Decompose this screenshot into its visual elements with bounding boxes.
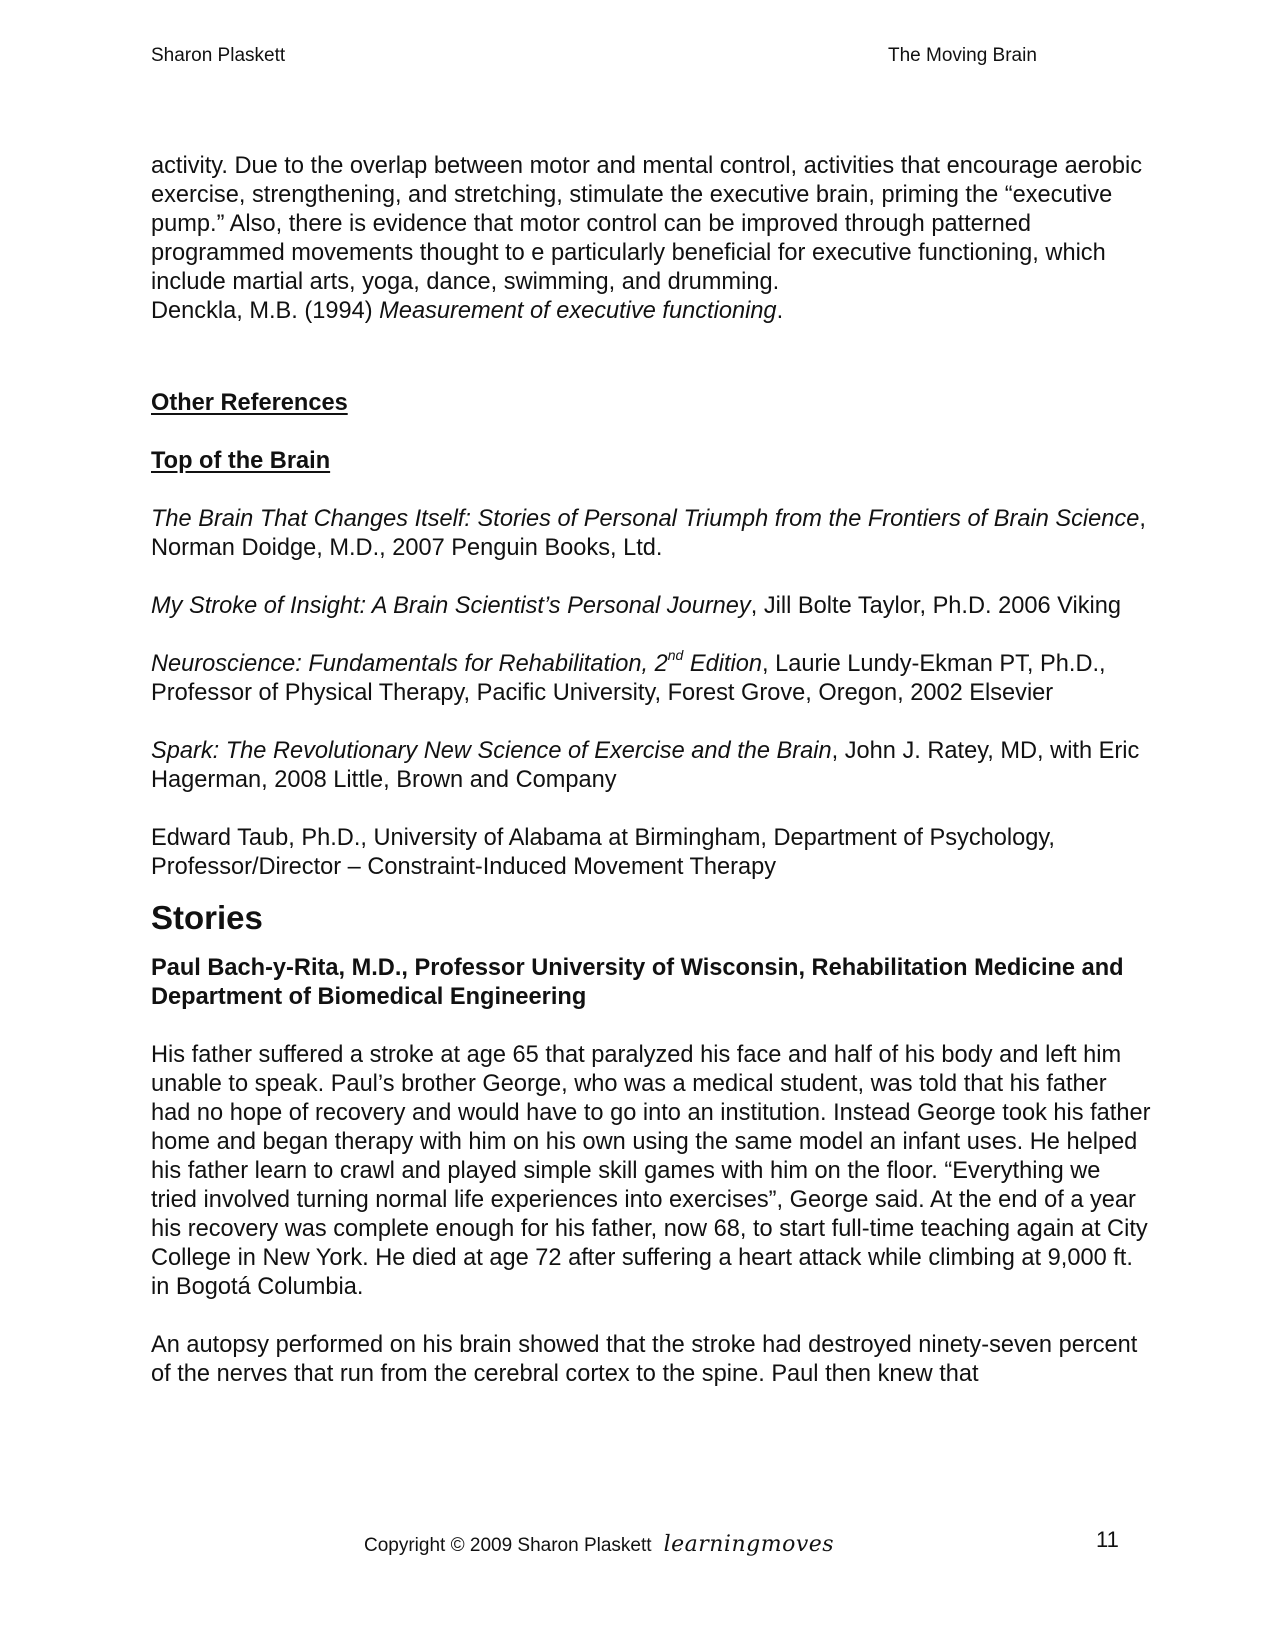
footer: [364, 1530, 834, 1561]
stories-heading: Stories: [151, 899, 263, 936]
reference-item: [151, 647, 1151, 708]
story-paragraph: His father suffered a stroke at age 65 that paralyzed his face and half of his body and left him unable to speak. Paul’s brother George, who was a medical student, was told that his father had no hope of recovery and would have to go into an institution. Instead George took his father home and began therapy with him on his own using the same model an infant uses. He helped his father learn to crawl and played simple skill games with him on the floor. “Everything we tried involved turning normal life experiences into exercises”, George said. At the end of a year his recovery was complete enough for his father, now 68, to start full-time teaching again at City College in New York. He died at age 72 after suffering a heart attack while climbing at 9,000 ft. in Bogotá Columbia.: [151, 1042, 1151, 1300]
intro-citation: [151, 297, 1151, 326]
citation-title: Measurement of executive functioning: [379, 298, 777, 324]
other-references-heading: Other References: [151, 390, 348, 416]
intro-paragraph: activity. Due to the overlap between motor and mental control, activities that encourage aerobic exercise, strengthening, and stretching, stimulate the executive brain, priming the “executive pump.” Also, there is evidence that motor control can be improved through patterned programmed movements thought to e particularly beneficial for executive functioning, which include martial arts, yoga, dance, swimming, and drumming.: [151, 153, 1143, 295]
citation-author: Denckla, M.B. (1994): [151, 298, 380, 324]
citation-end: .: [776, 298, 784, 324]
page-body: [151, 152, 1151, 1389]
reference-title-part: Neuroscience: Fundamentals for Rehabilitation, 2: [151, 651, 668, 677]
reference-item: [151, 737, 1151, 795]
story-paragraph: An autopsy performed on his brain showed that the stroke had destroyed ninety-seven percent of the nerves that run from the cerebral cortex to the spine. Paul then knew that: [151, 1332, 1138, 1387]
reference-details: , Jill Bolte Taylor, Ph.D. 2006 Viking: [750, 593, 1122, 619]
reference-details: Edward Taub, Ph.D., University of Alabama at Birmingham, Department of Psychology, Professor/Director – Constraint-Induced Movement Therapy: [151, 825, 1055, 880]
reference-details: , Norman Doidge, M.D., 2007 Penguin Books, Ltd.: [151, 506, 1146, 561]
reference-title: My Stroke of Insight: A Brain Scientist’s Personal Journey: [151, 593, 751, 619]
reference-title-part: Edition: [683, 651, 763, 677]
reference-item: [151, 824, 1151, 882]
reference-item: [151, 505, 1151, 563]
reference-title: Spark: The Revolutionary New Science of Exercise and the Brain: [151, 738, 832, 764]
reference-title: [151, 647, 763, 677]
reference-superscript: nd: [667, 647, 684, 664]
reference-details: , John J. Ratey, MD, with Eric Hagerman, 2008 Little, Brown and Company: [151, 738, 1140, 793]
story-person-heading: Paul Bach-y-Rita, M.D., Professor University of Wisconsin, Rehabilitation Medicine and Department of Biomedical Engineering: [151, 955, 1124, 1010]
header-author: Sharon Plaskett: [151, 45, 286, 66]
header-title: The Moving Brain: [888, 45, 1037, 66]
page-number: 11: [1096, 1527, 1119, 1552]
reference-item: [151, 592, 1151, 621]
reference-details: , Laurie Lundy-Ekman PT, Ph.D., Professor of Physical Therapy, Pacific University, Forest Grove, Oregon, 2002 Elsevier: [151, 651, 1106, 706]
learningmoves-logo: learningmoves: [663, 1532, 835, 1557]
footer-copyright: Copyright © 2009 Sharon Plaskett: [364, 1535, 652, 1556]
reference-title: The Brain That Changes Itself: Stories of Personal Triumph from the Frontiers of Brain Science: [151, 506, 1140, 532]
top-of-brain-heading: Top of the Brain: [151, 448, 331, 474]
